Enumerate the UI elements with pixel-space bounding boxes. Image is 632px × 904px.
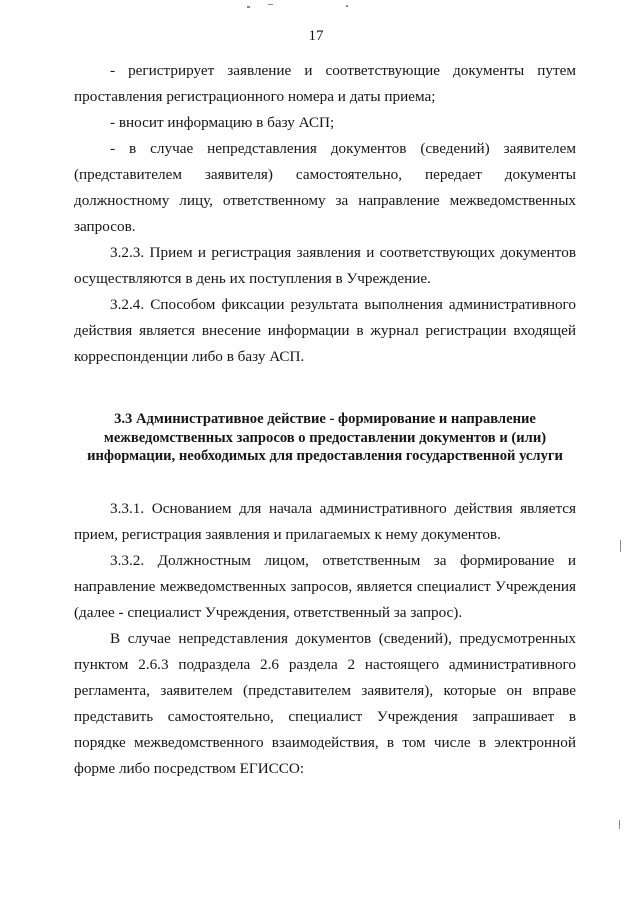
scan-speck: [247, 6, 250, 8]
section-heading: 3.3 Административное действие - формирование и направление межведомственных запросов о предоставлении документов и (или) информации, необходимых для предоставления государственной услуги: [87, 411, 563, 464]
list-item-register: - регистрирует заявление и соответствующие документы путем проставления регистрационного номера и даты приема;: [74, 62, 576, 105]
list-item-transfer-documents: - в случае непредставления документов (сведений) заявителем (представителем заявителя) самостоятельно, передает документы должностному лицу, ответственному за направление межведомственных запросов.: [74, 140, 576, 235]
paragraph-missing-documents: В случае непредставления документов (сведений), предусмотренных пунктом 2.6.3 подраздела 2.6 раздела 2 настоящего административного регламента, заявителем (представителем заявителя), которые он вправе представить самостоятельно, специалист Учреждения запрашивает в порядке межведомственного взаимодействия, в том числе в электронной форме либо посредством ЕГИССО:: [74, 629, 576, 777]
scan-speck: [619, 820, 620, 829]
paragraph-3-3-2: 3.3.2. Должностным лицом, ответственным за формирование и направление межведомственных запросов, является специалист Учреждения (далее - специалист Учреждения, ответственный за запрос).: [74, 551, 576, 621]
paragraph-3-2-3: 3.2.3. Прием и регистрация заявления и соответствующих документов осуществляются в день их поступления в Учреждение.: [74, 244, 576, 287]
scan-speck: [346, 5, 348, 7]
scan-speck: [268, 4, 273, 5]
scan-speck: [620, 540, 621, 552]
document-body: [74, 58, 576, 782]
page-number: 17: [308, 28, 324, 44]
spacer: [74, 370, 576, 410]
list-item-enter-asp: - вносит информацию в базу АСП;: [110, 114, 335, 131]
paragraph-3-3-1: 3.3.1. Основанием для начала административного действия является прием, регистрация заявления и прилагаемых к нему документов.: [74, 499, 576, 543]
paragraph-3-2-4: 3.2.4. Способом фиксации результата выполнения административного действия является внесение информации в журнал регистрации входящей корреспонденции либо в базу АСП.: [74, 296, 576, 365]
spacer: [74, 466, 576, 496]
